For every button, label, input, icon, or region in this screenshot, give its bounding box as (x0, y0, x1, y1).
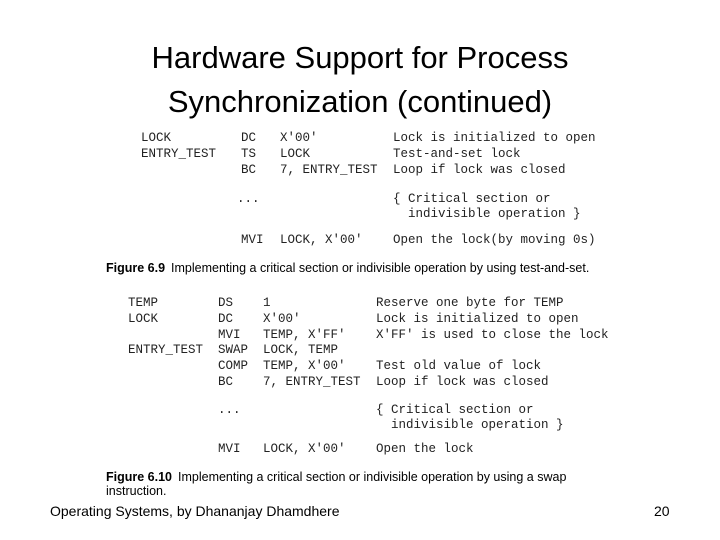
figure-label: Figure 6.10 (106, 470, 172, 484)
code-comment: Loop if lock was closed (376, 375, 549, 389)
code-opcode: MVI (218, 328, 241, 342)
code-operand: TEMP, X'00' (263, 359, 346, 373)
code-label: LOCK (128, 312, 159, 326)
code-operand: X'00' (263, 312, 301, 326)
code-label: LOCK (141, 131, 172, 145)
code-comment: X'FF' is used to close the lock (376, 328, 609, 342)
code-opcode: MVI (218, 442, 241, 456)
code-comment: indivisible operation } (393, 207, 581, 221)
code-operand: LOCK, X'00' (263, 442, 346, 456)
figure-caption-text-continued: instruction. (106, 484, 167, 498)
figure-6-9-caption (106, 261, 589, 275)
code-operand: 7, ENTRY_TEST (280, 163, 378, 177)
code-comment: Loop if lock was closed (393, 163, 566, 177)
figure-label: Figure 6.9 (106, 261, 166, 275)
code-opcode: DS (218, 296, 234, 310)
footer-credit: Operating Systems, by Dhananjay Dhamdhere (50, 503, 340, 519)
code-operand: LOCK, X'00' (280, 233, 363, 247)
slide-title (0, 36, 720, 124)
code-opcode: COMP (218, 359, 249, 373)
code-opcode: DC (218, 312, 234, 326)
code-comment: Test old value of lock (376, 359, 542, 373)
code-comment: Lock is initialized to open (376, 312, 579, 326)
code-label: ENTRY_TEST (141, 147, 217, 161)
code-opcode: BC (218, 375, 234, 389)
code-label: ENTRY_TEST (128, 343, 204, 357)
code-ellipsis: ... (218, 403, 241, 417)
figure-caption-text: Implementing a critical section or indivisible operation by using a swap (178, 470, 567, 484)
code-comment: Test-and-set lock (393, 147, 521, 161)
code-opcode: TS (241, 147, 257, 161)
code-comment: Reserve one byte for TEMP (376, 296, 564, 310)
slide-title-line-1: Hardware Support for Process (151, 40, 569, 75)
code-opcode: SWAP (218, 343, 249, 357)
code-comment: indivisible operation } (376, 418, 564, 432)
code-operand: 7, ENTRY_TEST (263, 375, 361, 389)
code-operand: LOCK, TEMP (263, 343, 339, 357)
slide-title-line-2: Synchronization (continued) (167, 84, 553, 119)
code-operand: X'00' (280, 131, 318, 145)
code-ellipsis: ... (237, 192, 260, 206)
code-comment: Open the lock(by moving 0s) (393, 233, 596, 247)
code-opcode: DC (241, 131, 257, 145)
code-comment: { Critical section or (393, 192, 551, 206)
code-opcode: BC (241, 163, 257, 177)
figure-caption-text: Implementing a critical section or indivisible operation by using test-and-set. (171, 261, 590, 275)
figure-6-10-caption (106, 470, 566, 498)
code-operand: LOCK (280, 147, 311, 161)
code-comment: { Critical section or (376, 403, 534, 417)
code-comment: Lock is initialized to open (393, 131, 596, 145)
code-opcode: MVI (241, 233, 264, 247)
code-comment: Open the lock (376, 442, 474, 456)
code-label: TEMP (128, 296, 159, 310)
code-operand: TEMP, X'FF' (263, 328, 346, 342)
page-number: 20 (654, 503, 670, 519)
code-operand: 1 (263, 296, 271, 310)
